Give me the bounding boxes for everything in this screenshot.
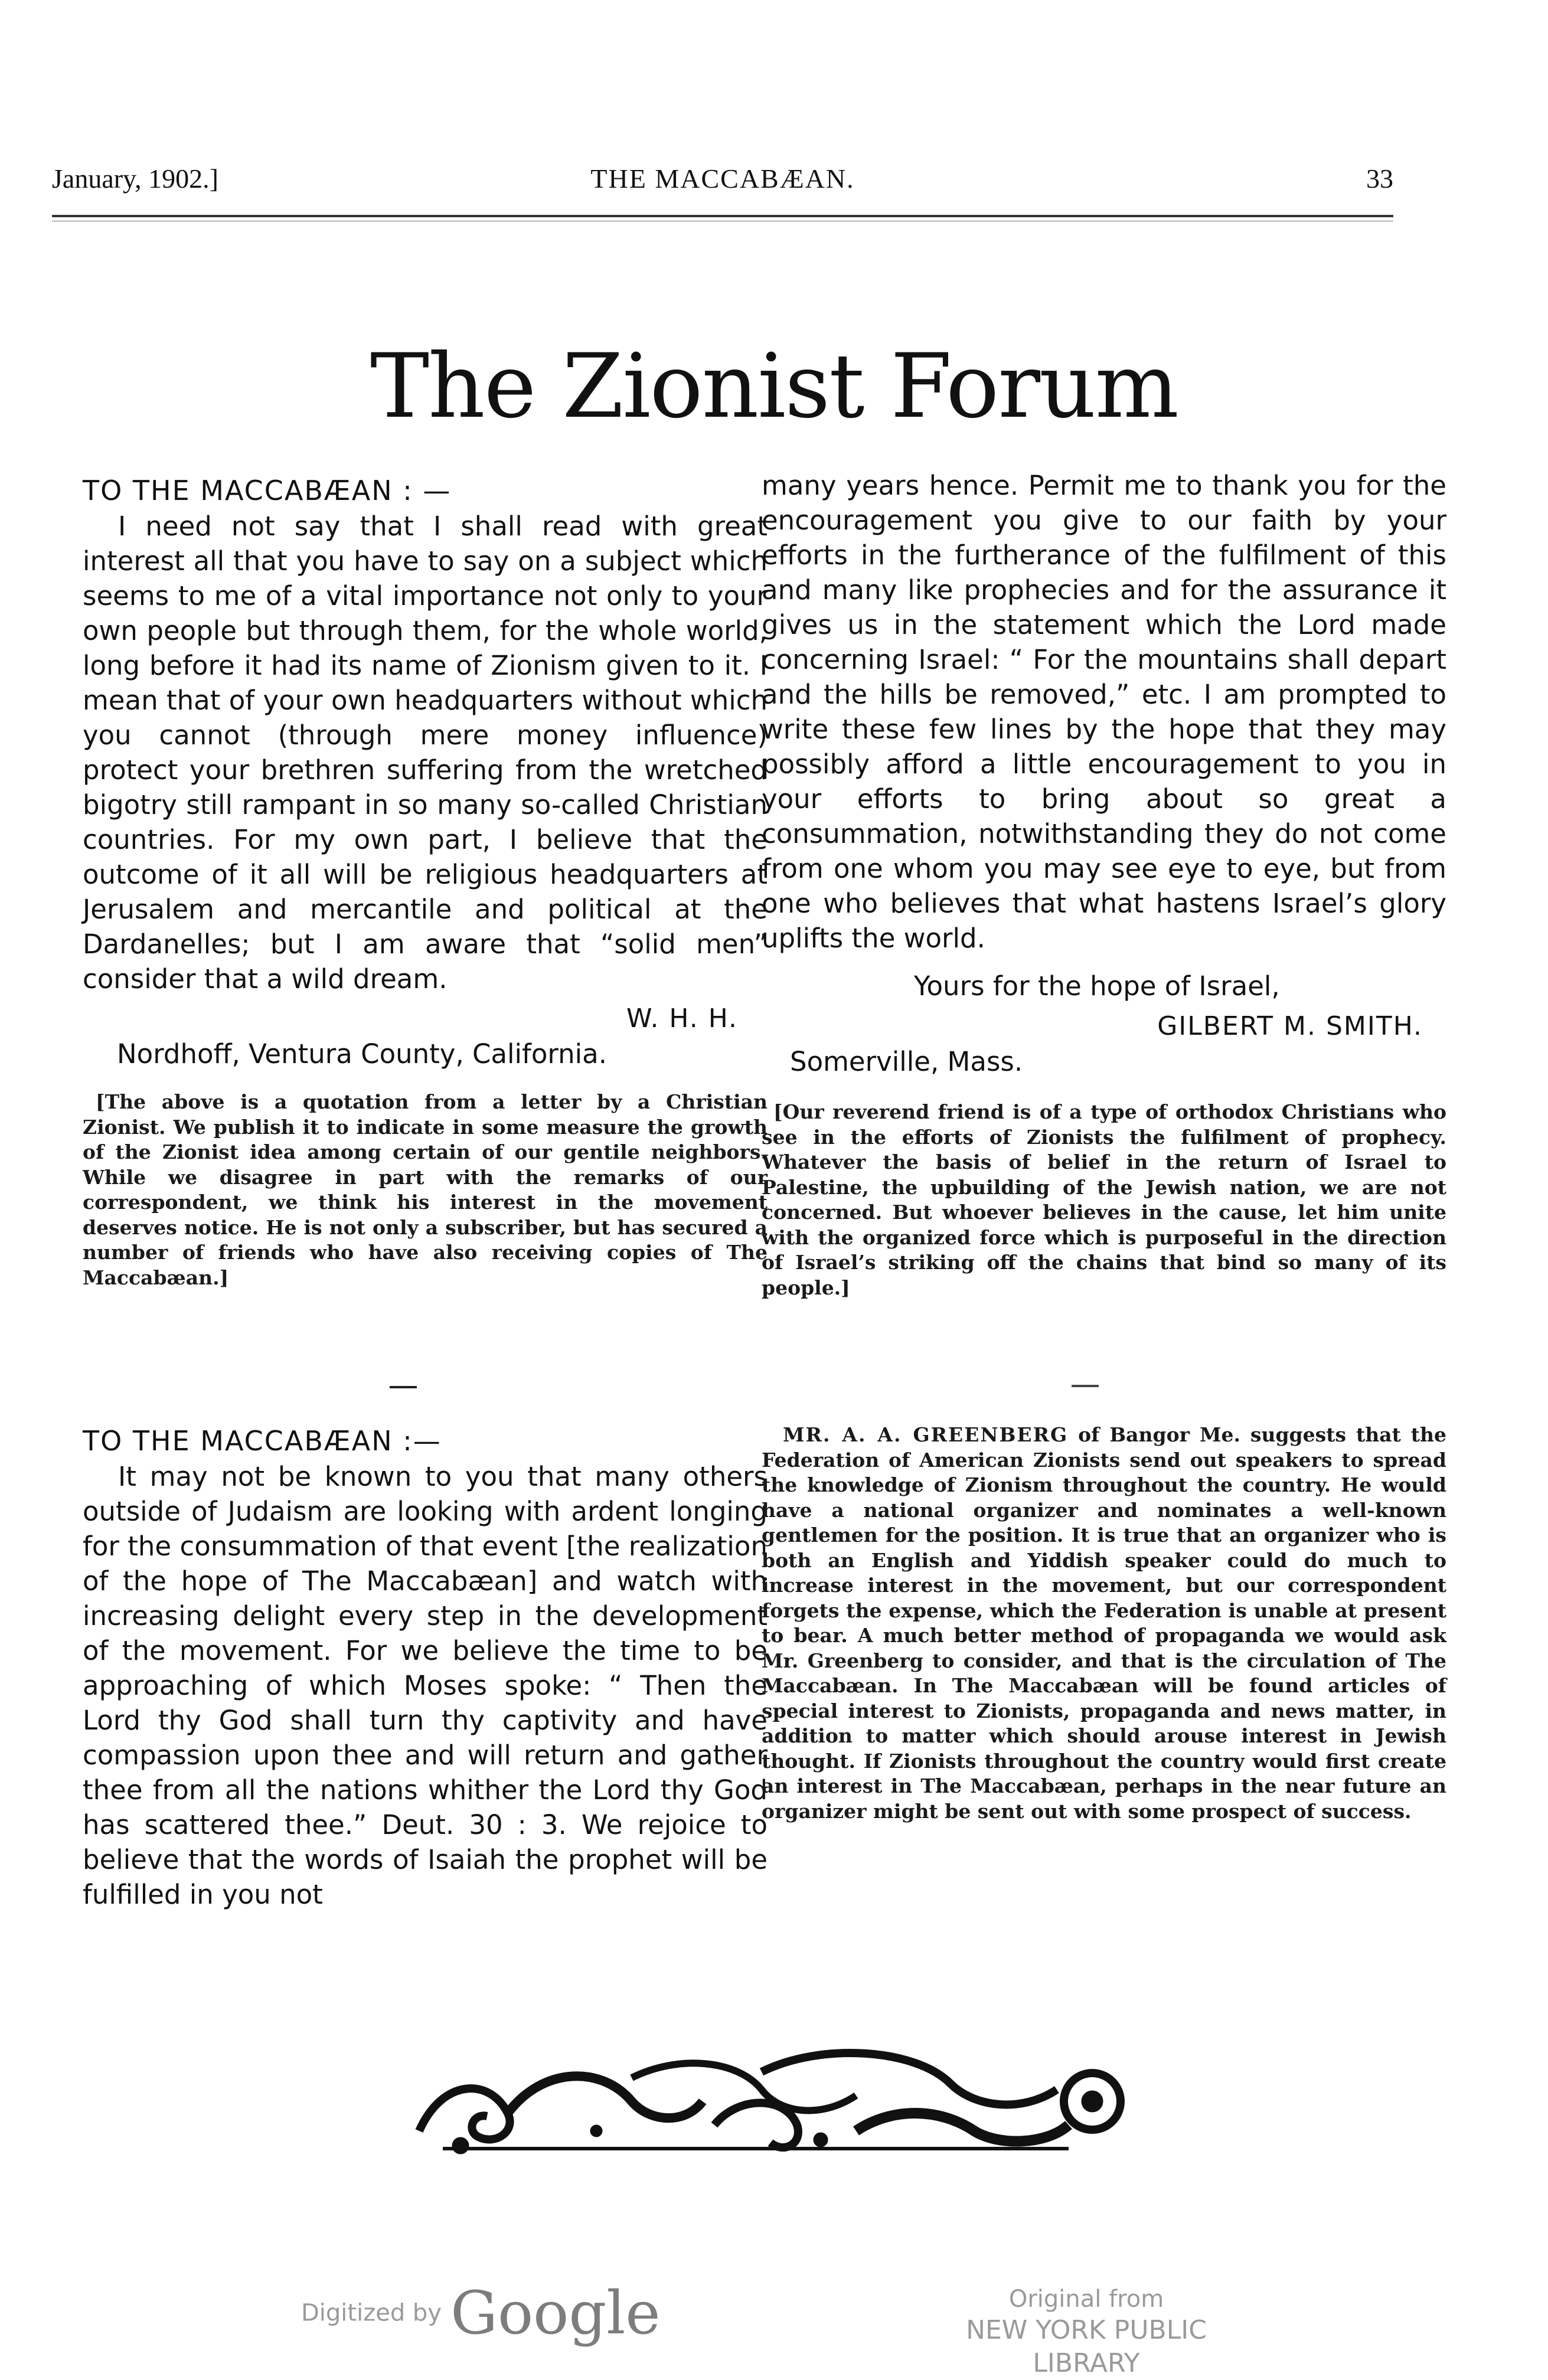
greenberg-note — [762, 1423, 1446, 1824]
letter-one-place: Nordhoff, Ventura County, California. — [117, 1038, 608, 1070]
letter-two-body-continued: many years hence. Permit me to thank you for the encouragement you give to our faith by your efforts in the furtherance of the fulfilment of this and many like prophecies and for the assurance it gives us in the statement which the Lord made concerning Israel: “ For the mountains shall depart and the hills be removed,” etc. I am prompted to write these few lines by the hope that they may possibly afford a little encouragement to you in your efforts to bring about so great a consummation, notwithstanding they do not come from one whom you may see eye to eye, but from one who believes that what hastens Israel’s glory uplifts the world. — [762, 470, 1446, 954]
original-from-label: Original from — [1008, 2286, 1164, 2313]
letter-two-salutation: TO THE MACCABÆAN :— — [83, 1425, 442, 1457]
letter-two-editor-note: [Our reverend friend is of a type of orthodox Christians who see in the efforts of Zionists the fulfilment of prophecy. Whatever the basis of belief in the return of Israel to Palestine, the upbuilding of the Jewish nation, we are not concerned. But whoever believes in the cause, let him unite with the organized force which is purposeful in the direction of Israel’s striking off the chains that bind so many of its people.] — [762, 1100, 1446, 1299]
library-credit — [909, 2284, 1263, 2380]
greenberg-note-text — [762, 1423, 1446, 1824]
digitized-by-label: Digitized by — [301, 2299, 442, 2327]
library-name: NEW YORK PUBLIC LIBRARY — [966, 2315, 1207, 2378]
section-divider-right — [1072, 1385, 1099, 1387]
greenberg-note-body: of Bangor Me. suggests that the Federation of American Zionists send out speakers to spread the knowledge of Zionism throughout the country. He would have a national organizer and nominates a well-known gentlemen for the position. It is true that an organizer who is both an English and Yiddish speaker could do much to increase interest in the movement, but our correspondent forgets the expense, which the Federation is unable at present to bear. A much better method of propaganda we would ask Mr. Greenberg to consider, and that is the circulation of The Maccabæan. In The Maccabæan will be found articles of special interest to Zionists, propaganda and news matter, in addition to matter which should arouse interest in Jewish thought. If Zionists throughout the country would first create an interest in The Maccabæan, perhaps in the near future an organizer might be sent out with some prospect of success. — [762, 1423, 1446, 1823]
issue-date: January, 1902.] — [52, 164, 218, 194]
greenberg-note-lead: MR. A. A. GREENBERG — [783, 1423, 1069, 1446]
letter-one-salutation: TO THE MACCABÆAN : — — [83, 475, 452, 506]
letter-one — [83, 472, 768, 1290]
journal-name: THE MACCABÆAN. — [590, 164, 855, 194]
page-title: The Zionist Forum — [370, 335, 1178, 438]
letter-two-body-start: It may not be known to you that many others outside of Judaism are looking with ardent longing for the consummation of that event [the realization of the hope of The Maccabæan] and watch with increasing delight every step in the development of the movement. For we believe the time to be approaching of which Moses spoke: “ Then the Lord thy God shall turn thy captivity and have compassion upon thee and will return and gather thee from all the nations whither the Lord thy God has scattered thee.” Deut. 30 : 3. We rejoice to believe that the words of Isaiah the prophet will be fulfilled in you not — [83, 1461, 768, 1910]
letter-one-body: I need not say that I shall read with great interest all that you have to say on a subject which seems to me of a vital importance not only to your own people but through them, for the whole world, long before it had its name of Zionism given to it. I mean that of your own headquarters without which you cannot (through mere money influence) protect your brethren suffering from the wretched bigotry still rampant in so many so-called Christian countries. For my own part, I believe that the outcome of it all will be religious headquarters at Jerusalem and mercantile and political at the Dardanelles; but I am aware that “solid men” consider that a wild dream. — [83, 511, 768, 995]
letter-two-place: Somerville, Mass. — [790, 1046, 1023, 1077]
letter-two-part-one — [83, 1423, 768, 1912]
letter-one-signature: W. H. H. — [626, 1003, 738, 1034]
ornamental-scroll-icon — [407, 2042, 1139, 2160]
google-logo: Google — [450, 2278, 661, 2348]
page-number: 33 — [1366, 164, 1393, 194]
digitized-by-google — [301, 2278, 661, 2348]
letter-one-editor-note: [The above is a quotation from a letter by a Christian Zionist. We publish it to indicate in some measure the growth of the Zionist idea among certain of our gentile neighbors. While we disagree in part with the remarks of our correspondent, we think his interest in the movement deserves notice. He is not only a subscriber, but has secured a number of friends who have also receiving copies of The Maccabæan.] — [83, 1090, 768, 1289]
letter-two-signature: GILBERT M. SMITH. — [1157, 1011, 1423, 1041]
header-rule — [52, 215, 1393, 217]
letter-two-closing: Yours for the hope of Israel, — [914, 970, 1280, 1002]
running-head — [52, 158, 1393, 200]
letter-two-part-two — [762, 468, 1446, 1300]
section-divider — [390, 1386, 417, 1388]
